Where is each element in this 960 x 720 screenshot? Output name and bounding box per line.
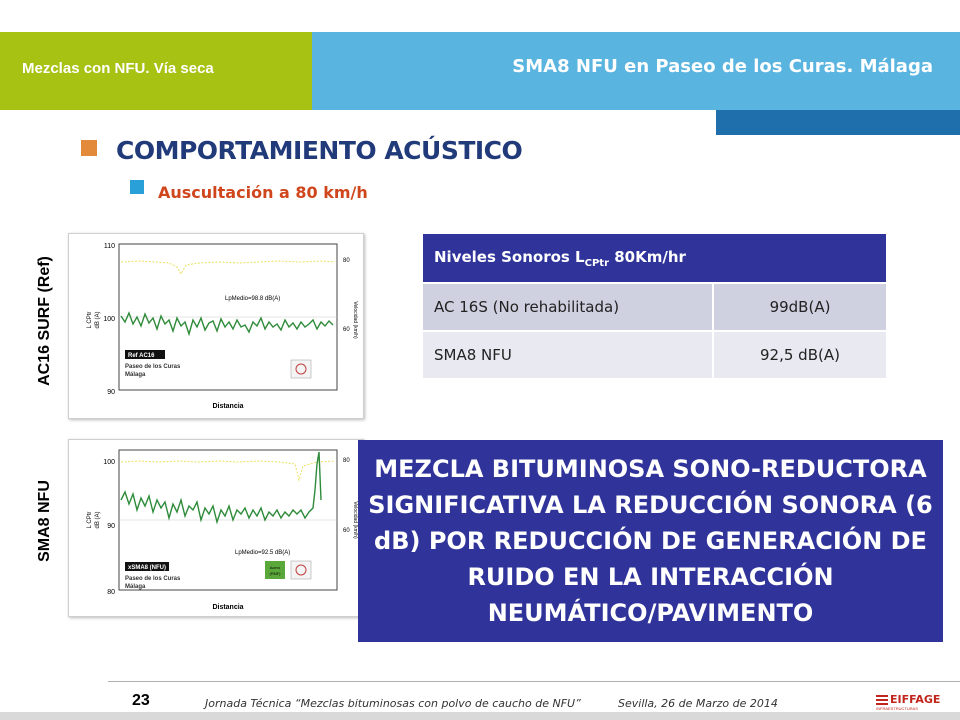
chart-ref-side-label: AC16 SURF (Ref) [36,256,53,386]
chart-sma-right-label: Velocidad (km/h) [352,501,358,539]
chart-sma-ytick: 80 [107,589,115,596]
chart-ref-legend-tag: Ref AC16 [128,353,155,359]
chart-ref-l-label: L CPtr [87,311,93,329]
page-number: 23 [132,692,150,709]
table-cell-label: AC 16S (No rehabilitada) [422,283,713,331]
chart-sma-side-label: SMA8 NFU [36,480,53,562]
chart-sma-stamp-line2: (RNF) [269,571,281,576]
eiffage-logo-subtext: INFRAESTRUCTURAS [876,706,919,711]
heading-bullet-icon [81,140,97,156]
chart-ref-ytick: 110 [103,243,115,250]
chart-sma-legend-line2: Málaga [125,584,146,590]
header-slide-title: SMA8 NFU en Paseo de los Curas. Málaga [512,56,933,77]
table-header: Niveles Sonoros $L_{CPtr}$ 80Km/hr [422,233,887,283]
conclusion-text: MEZCLA BITUMINOSA SONO-REDUCTORA SIGNIFICATIVA LA REDUCCIÓN SONORA (6 dB) POR REDUCCIÓN DE GENERACIÓN DE RUIDO EN LA INTERACCIÓN NEUMÁTICO/PAVIMENTO [368,455,933,627]
chart-ref-panel [68,233,364,419]
footer-date: Sevilla, 26 de Marzo de 2014 [618,697,778,710]
eiffage-logo-icon [876,694,888,706]
chart-ref-ylabel: dB (A) [95,311,101,329]
eiffage-logo [876,693,940,711]
bottom-bar [0,712,960,720]
chart-sma-right-tick: 60 [343,528,350,534]
chart-sma-ylabel: dB (A) [95,511,101,529]
table-row [422,331,887,379]
chart-sma-legend-tag: xSMA8 (NFU) [128,565,167,571]
chart-sma-ytick: 100 [103,459,115,466]
chart-sma-l-label: L CPtr [87,511,93,529]
table-cell-label: SMA8 NFU [422,331,713,379]
table-cell-value: 99dB(A) [713,283,887,331]
table-cell-value: 92,5 dB(A) [713,331,887,379]
footer-event: Jornada Técnica “Mezclas bituminosas con polvo de caucho de NFU” [205,697,581,710]
footer-divider [108,681,960,682]
chart-ref-plot [69,234,363,418]
chart-sma-right-tick: 80 [343,458,350,464]
chart-sma-xlabel: Distancia [212,604,244,611]
header-section-label: Mezclas con NFU. Vía seca [22,60,214,77]
header-accent-bar [716,110,960,135]
chart-ref-ytick: 100 [103,316,115,323]
chart-sma-annotation: LpMedio=92.5 dB(A) [235,550,291,556]
chart-sma-ytick: 90 [107,523,115,530]
chart-ref-xlabel: Distancia [212,403,244,410]
page-heading: COMPORTAMIENTO ACÚSTICO [116,136,523,165]
table-row [422,283,887,331]
noise-levels-table [421,232,888,380]
eiffage-logo-text: EIFFAGE [890,693,941,706]
chart-ref-right-tick: 60 [343,327,350,333]
chart-ref-legend-line2: Málaga [125,372,146,378]
chart-ref-ytick: 90 [107,389,115,396]
chart-ref-legend-line1: Paseo de los Curas [125,364,181,370]
chart-sma-stamp-line1: Acero [269,565,281,570]
chart-sma-legend-line1: Paseo de los Curas [125,576,181,582]
chart-sma-plot [69,440,363,616]
chart-ref-annotation: LpMedio=98.8 dB(A) [225,296,281,302]
chart-sma-panel [68,439,364,617]
subheading-bullet-icon [130,180,144,194]
conclusion-box [358,440,943,642]
chart-ref-right-label: Velocidad (km/h) [352,301,358,339]
page-subheading: Auscultación a 80 km/h [158,183,368,202]
chart-ref-right-tick: 80 [343,258,350,264]
